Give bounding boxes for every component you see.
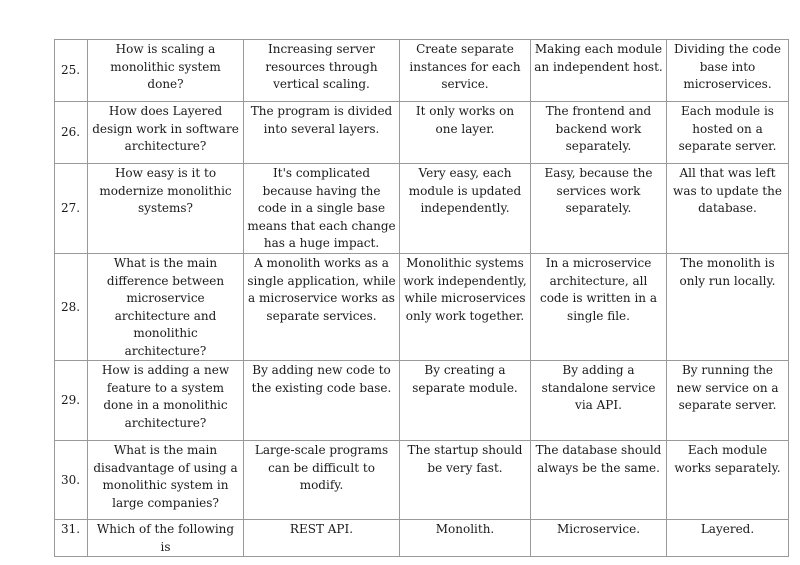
option-d: All that was left was to update the database. [667,164,789,254]
question-text: What is the main disadvantage of using a monolithic system in large companies? [88,441,244,520]
option-b: The startup should be very fast. [400,441,531,520]
question-number: 26. [55,102,88,164]
question-text: Which of the following is [88,520,244,557]
option-d: Layered. [667,520,789,557]
option-c: The database should always be the same. [531,441,667,520]
option-a: A monolith works as a single application, while a microservice works as separate services. [244,254,400,361]
table-row [55,441,789,520]
question-text: How is adding a new feature to a system done in a monolithic architecture? [88,361,244,441]
table-row [55,164,789,254]
question-number: 28. [55,254,88,361]
option-d: Dividing the code base into microservices. [667,40,789,102]
option-c: The frontend and backend work separately. [531,102,667,164]
question-text: How easy is it to modernize monolithic systems? [88,164,244,254]
option-b: Monolith. [400,520,531,557]
table-row [55,361,789,441]
option-c: Easy, because the services work separately. [531,164,667,254]
option-d: Each module is hosted on a separate server. [667,102,789,164]
option-b: Monolithic systems work independently, while microservices only work together. [400,254,531,361]
option-b: It only works on one layer. [400,102,531,164]
question-text: How is scaling a monolithic system done? [88,40,244,102]
table-row [55,40,789,102]
question-number: 31. [55,520,88,557]
option-a: REST API. [244,520,400,557]
option-a: It's complicated because having the code in a single base means that each change has a huge impact. [244,164,400,254]
option-d: Each module works separately. [667,441,789,520]
option-c: In a microservice architecture, all code is written in a single file. [531,254,667,361]
option-d: By running the new service on a separate server. [667,361,789,441]
option-a: Increasing server resources through vertical scaling. [244,40,400,102]
table-row [55,102,789,164]
option-c: Microservice. [531,520,667,557]
option-c: Making each module an independent host. [531,40,667,102]
table-row [55,520,789,557]
option-a: The program is divided into several layers. [244,102,400,164]
question-text: How does Layered design work in software architecture? [88,102,244,164]
quiz-table [54,39,789,557]
question-number: 30. [55,441,88,520]
table-row [55,254,789,361]
question-number: 29. [55,361,88,441]
option-c: By adding a standalone service via API. [531,361,667,441]
question-number: 25. [55,40,88,102]
option-d: The monolith is only run locally. [667,254,789,361]
option-b: Create separate instances for each service. [400,40,531,102]
question-number: 27. [55,164,88,254]
question-text: What is the main difference between microservice architecture and monolithic architecture? [88,254,244,361]
option-b: By creating a separate module. [400,361,531,441]
option-b: Very easy, each module is updated independently. [400,164,531,254]
option-a: Large-scale programs can be difficult to modify. [244,441,400,520]
option-a: By adding new code to the existing code base. [244,361,400,441]
